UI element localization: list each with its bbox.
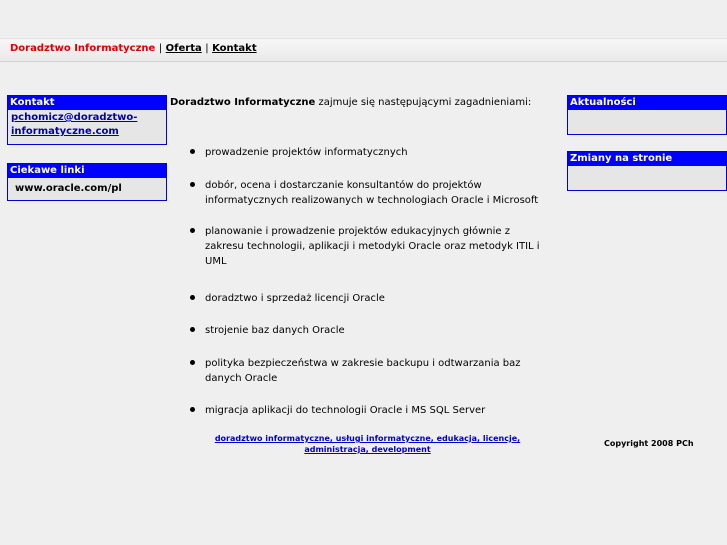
bullet-icon: [190, 407, 195, 412]
intro-text: [170, 97, 565, 108]
list-item: dobór, ocena i dostarczanie konsultantów do projektów informatycznych realizowanych w technologiach Oracle i Microsoft: [190, 178, 550, 208]
bullet-icon: [190, 228, 195, 233]
links-box: [7, 163, 167, 201]
nav-link-oferta[interactable]: Oferta: [165, 43, 202, 54]
news-box-content: [568, 110, 726, 134]
bullet-icon: [190, 182, 195, 187]
oracle-link[interactable]: www.oracle.com/pl: [15, 183, 122, 194]
brand-title: Doradztwo Informatyczne: [10, 43, 156, 54]
contact-email-link[interactable]: pchomicz@doradztwo-informatyczne.com: [11, 112, 138, 137]
list-item: migracja aplikacji do technologii Oracle i MS SQL Server: [190, 403, 550, 418]
footer-keywords-link[interactable]: doradztwo informatyczne, usługi informatyczne, edukacja, licencje, administracja, development: [214, 434, 521, 454]
links-box-title: Ciekawe linki: [8, 164, 166, 178]
bullet-icon: [190, 295, 195, 300]
nav-link-kontakt[interactable]: Kontakt: [212, 43, 257, 54]
bullet-icon: [190, 360, 195, 365]
footer-keywords: [185, 433, 550, 455]
list-item: prowadzenie projektów informatycznych: [190, 145, 550, 160]
nav-separator: |: [205, 43, 209, 54]
bullet-icon: [190, 327, 195, 332]
intro-company-name: Doradztwo Informatyczne: [170, 97, 316, 108]
list-item: polityka bezpieczeństwa w zakresie backupu i odtwarzania baz danych Oracle: [190, 356, 550, 386]
contact-box-title: Kontakt: [8, 96, 166, 110]
changes-box-content: [568, 166, 726, 190]
contact-box: [7, 95, 167, 145]
copyright: Copyright 2008 PCh: [604, 439, 694, 448]
top-navigation: [10, 43, 257, 54]
news-box-title: Aktualności: [568, 96, 726, 110]
news-box: [567, 95, 727, 135]
list-item: doradztwo i sprzedaż licencji Oracle: [190, 291, 550, 306]
list-item: planowanie i prowadzenie projektów edukacyjnych głównie z zakresu technologii, aplikacji i metodyki Oracle oraz metodyk ITIL i UML: [190, 224, 550, 269]
changes-box-title: Zmiany na stronie: [568, 152, 726, 166]
bullet-icon: [190, 149, 195, 154]
list-item: strojenie baz danych Oracle: [190, 323, 550, 338]
nav-separator: |: [158, 43, 163, 54]
intro-description: zajmuje się następującymi zagadnieniami:: [315, 97, 532, 108]
changes-box: [567, 151, 727, 191]
